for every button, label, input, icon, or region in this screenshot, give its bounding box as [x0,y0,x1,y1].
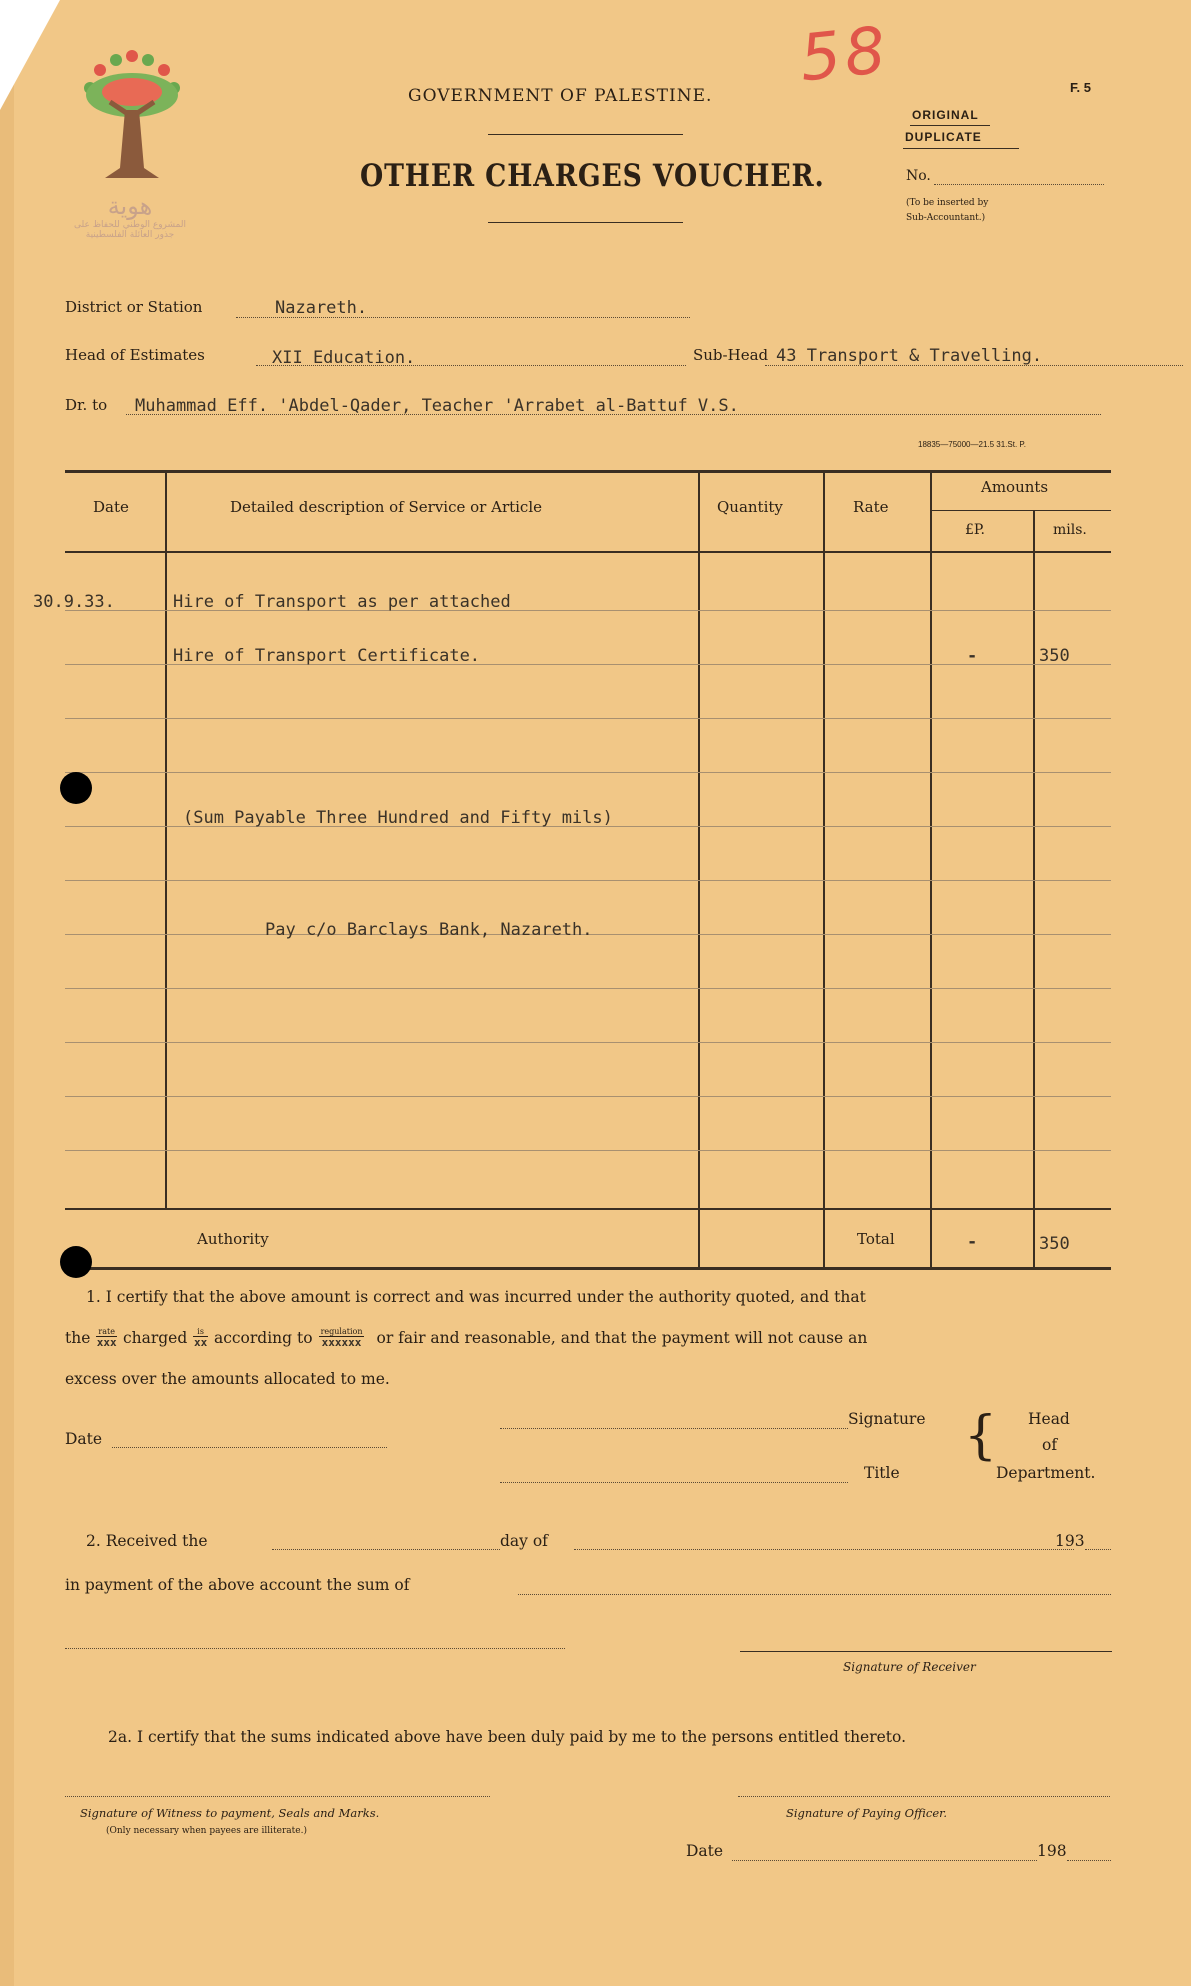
row-line-6 [65,880,1111,881]
day-of-label: day of [500,1532,548,1550]
sub-head-value: 43 Transport & Travelling. [776,346,1043,366]
print-reference: 18835—75000—21.5 31.St. P. [918,440,1026,449]
title-rule-bottom [488,222,683,223]
cert-the: the [65,1329,91,1347]
rate-bottom: xxx [96,1336,117,1349]
payment-sum-line-2 [65,1648,565,1649]
row-1-description: Hire of Transport as per attached [173,592,511,612]
row-line-11 [65,1150,1111,1151]
paying-officer-label: Signature of Paying Officer. [786,1806,948,1820]
receiver-signature-label: Signature of Receiver [843,1660,976,1674]
bottom-year: 198 [1037,1842,1067,1860]
duplicate-rule [903,148,1019,149]
sum-payable-note: (Sum Payable Three Hundred and Fifty mils) [183,808,613,828]
reg-bottom: xxxxxx [321,1336,362,1349]
head-of-dept-1: Head [1028,1410,1070,1428]
reg-top: regulation [320,1327,363,1336]
signature-label: Signature [848,1410,926,1428]
form-code: F. 5 [1070,80,1091,95]
cert-rest: or fair and reasonable, and that the payment will not cause an [376,1329,868,1347]
original-rule [910,125,990,126]
rate-top: rate [98,1327,115,1336]
cert-date-line [112,1447,387,1448]
received-label: 2. Received the [86,1532,208,1550]
total-mils: 350 [1039,1234,1070,1254]
brace-icon: { [964,1406,998,1466]
payment-sum-line [518,1594,1111,1595]
total-pounds: - [967,1232,978,1252]
illiterate-note: (Only necessary when payees are illiterate.) [106,1826,307,1836]
cert-1-line-2 [65,1328,867,1348]
voucher-title: OTHER CHARGES VOUCHER. [360,158,825,194]
is-bottom: xx [193,1336,208,1349]
amounts-split-rule [930,510,1111,511]
inserted-note-2: Sub-Accountant.) [906,213,986,223]
cert-1-line-1: 1. I certify that the above amount is correct and was incurred under the authority quoted, and that [86,1288,866,1306]
witness-signature-label: Signature of Witness to payment, Seals and Marks. [80,1806,380,1820]
header-rate: Rate [853,498,889,516]
voucher-no-line [934,184,1104,185]
received-month-line [574,1549,1074,1550]
tree-logo-icon [70,50,190,190]
header-mils: mils. [1053,522,1087,538]
authority-row-rule [65,1208,1111,1210]
head-of-estimates-value: XII Education. [272,348,416,368]
payment-sum-label: in payment of the above account the sum of [65,1576,410,1594]
head-of-estimates-label: Head of Estimates [65,346,205,364]
cert-2a: 2a. I certify that the sums indicated above have been duly paid by me to the persons entitled thereto. [108,1728,907,1746]
voucher-no-label: No. [906,168,931,184]
bottom-date-line [732,1860,1037,1861]
receiver-signature-rule [740,1651,1112,1652]
row-line-9 [65,1042,1111,1043]
row-line-3 [65,718,1111,719]
authority-label: Authority [197,1230,269,1248]
duplicate-label: DUPLICATE [905,130,982,144]
rate-fraction [96,1328,117,1348]
header-quantity: Quantity [717,498,783,516]
cert-date-label: Date [65,1430,103,1448]
total-label: Total [857,1230,895,1248]
dr-to-value: Muhammad Eff. 'Abdel-Qader, Teacher 'Arrabet al-Battuf V.S. [135,396,739,416]
pay-note: Pay c/o Barclays Bank, Nazareth. [265,920,593,940]
paying-officer-line [738,1796,1110,1797]
inserted-note-1: (To be inserted by [906,198,989,208]
row-2-mils: 350 [1039,646,1070,666]
row-2-description: Hire of Transport Certificate. [173,646,481,666]
logo-subtext-2: جذور العائلة الفلسطينية [85,230,175,240]
col-date-divider [165,470,167,1210]
watermark-logo [70,50,190,260]
handwritten-number: 58 [796,13,894,97]
head-of-dept-3: Department. [996,1464,1096,1482]
logo-text: هوية [107,192,153,220]
government-heading: GOVERNMENT OF PALESTINE. [408,86,713,106]
sub-head-label: Sub-Head [693,346,769,364]
received-year: 193 [1055,1532,1085,1550]
punch-hole-bottom [60,1246,92,1278]
logo-subtext-1: المشروع الوطني للحفاظ على [73,220,186,230]
title-line [500,1482,848,1483]
table-top-rule [65,470,1111,473]
table-header-rule [65,551,1111,553]
header-date: Date [93,498,129,516]
cert-charged: charged [122,1329,188,1347]
cert-according: according to [213,1329,313,1347]
row-line-10 [65,1096,1111,1097]
signature-line [500,1428,848,1429]
received-year-line [1085,1549,1111,1550]
row-line-4 [65,772,1111,773]
title-rule-top [488,134,683,135]
paper-edge [0,0,14,1986]
table-bottom-rule [65,1267,1111,1270]
folded-corner [0,0,60,110]
received-day-line [272,1549,500,1550]
original-label: ORIGINAL [912,108,979,122]
col-pounds-divider [1033,510,1035,1270]
bottom-year-line [1067,1860,1111,1861]
title-label: Title [864,1464,900,1482]
district-label: District or Station [65,298,203,316]
row-line-8 [65,988,1111,989]
punch-hole-top [60,772,92,804]
header-amounts: Amounts [981,478,1049,496]
district-value: Nazareth. [275,298,368,318]
reg-fraction [319,1328,365,1348]
witness-line [65,1796,490,1797]
dr-to-label: Dr. to [65,396,108,414]
row-2-pounds: - [967,646,978,666]
charges-table [33,470,1111,1270]
header-pounds: £P. [965,522,985,538]
is-fraction [193,1328,208,1348]
head-of-dept-2: of [1042,1436,1058,1454]
is-top: is [193,1328,208,1337]
cert-1-line-3: excess over the amounts allocated to me. [65,1370,390,1388]
header-description: Detailed description of Service or Article [230,498,543,516]
row-1-date: 30.9.33. [33,592,115,612]
bottom-date-label: Date [686,1842,724,1860]
